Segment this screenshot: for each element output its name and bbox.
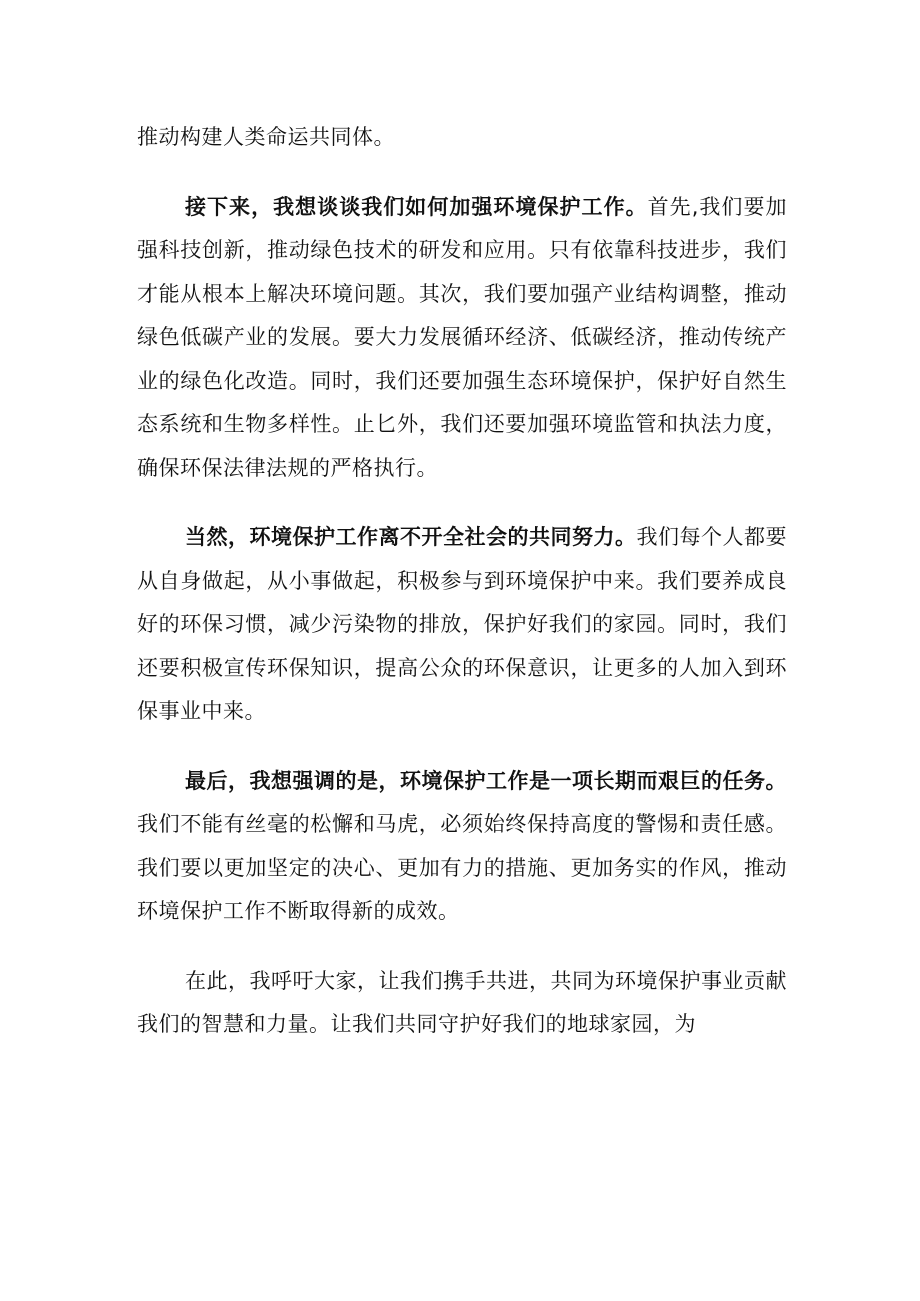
paragraph-continuation (137, 116, 787, 160)
paragraph-lead: 接下来，我想谈谈我们如何加强环境保护工作。 (185, 194, 648, 219)
paragraph-text: 在此，我呼吁大家，让我们携手共进，共同为环境保护事业贡献我们的智慧和力量。让我们共同守护好我们的地球家园，为 (137, 968, 787, 1036)
paragraph-environment-measures (137, 186, 787, 491)
paragraph-lead: 当然，环境保护工作离不开全社会的共同努力。 (185, 525, 637, 549)
paragraph-text: 我们不能有丝毫的松懈和马虎，必须始终保持高度的警惕和责任感。我们要以更加坚定的决心、更加有力的措施、更加务实的作风，推动环境保护工作不断取得新的成效。 (137, 812, 787, 923)
paragraph-call-to-action (137, 960, 787, 1047)
paragraph-text: 推动构建人类命运共同体。 (137, 125, 395, 149)
paragraph-society-effort (137, 516, 787, 734)
paragraph-text: 我们每个人都要从自身做起，从小事做起，积极参与到环境保护中来。我们要养成良好的环保习惯，减少污染物的排放，保护好我们的家园。同时，我们还要积极宣传环保知识，提高公众的环保意识，让更多的人加入到环保事业中来。 (137, 525, 787, 723)
paragraph-long-term-task (137, 760, 787, 934)
document-body (137, 116, 787, 1047)
paragraph-text: 首先,我们要加强科技创新，推动绿色技术的研发和应用。只有依靠科技进步，我们才能从根本上解决环境问题。其次，我们要加强产业结构调整，推动绿色低碳产业的发展。要大力发展循环经济、低碳经济，推动传统产业的绿色化改造。同时，我们还要加强生态环境保护，保护好自然生态系统和生物多样性。止匕外，我们还要加强环境监管和执法力度，确保环保法律法规的严格执行。 (137, 194, 787, 480)
paragraph-lead: 最后，我想强调的是，环境保护工作是一项长期而艰巨的任务。 (185, 768, 787, 793)
